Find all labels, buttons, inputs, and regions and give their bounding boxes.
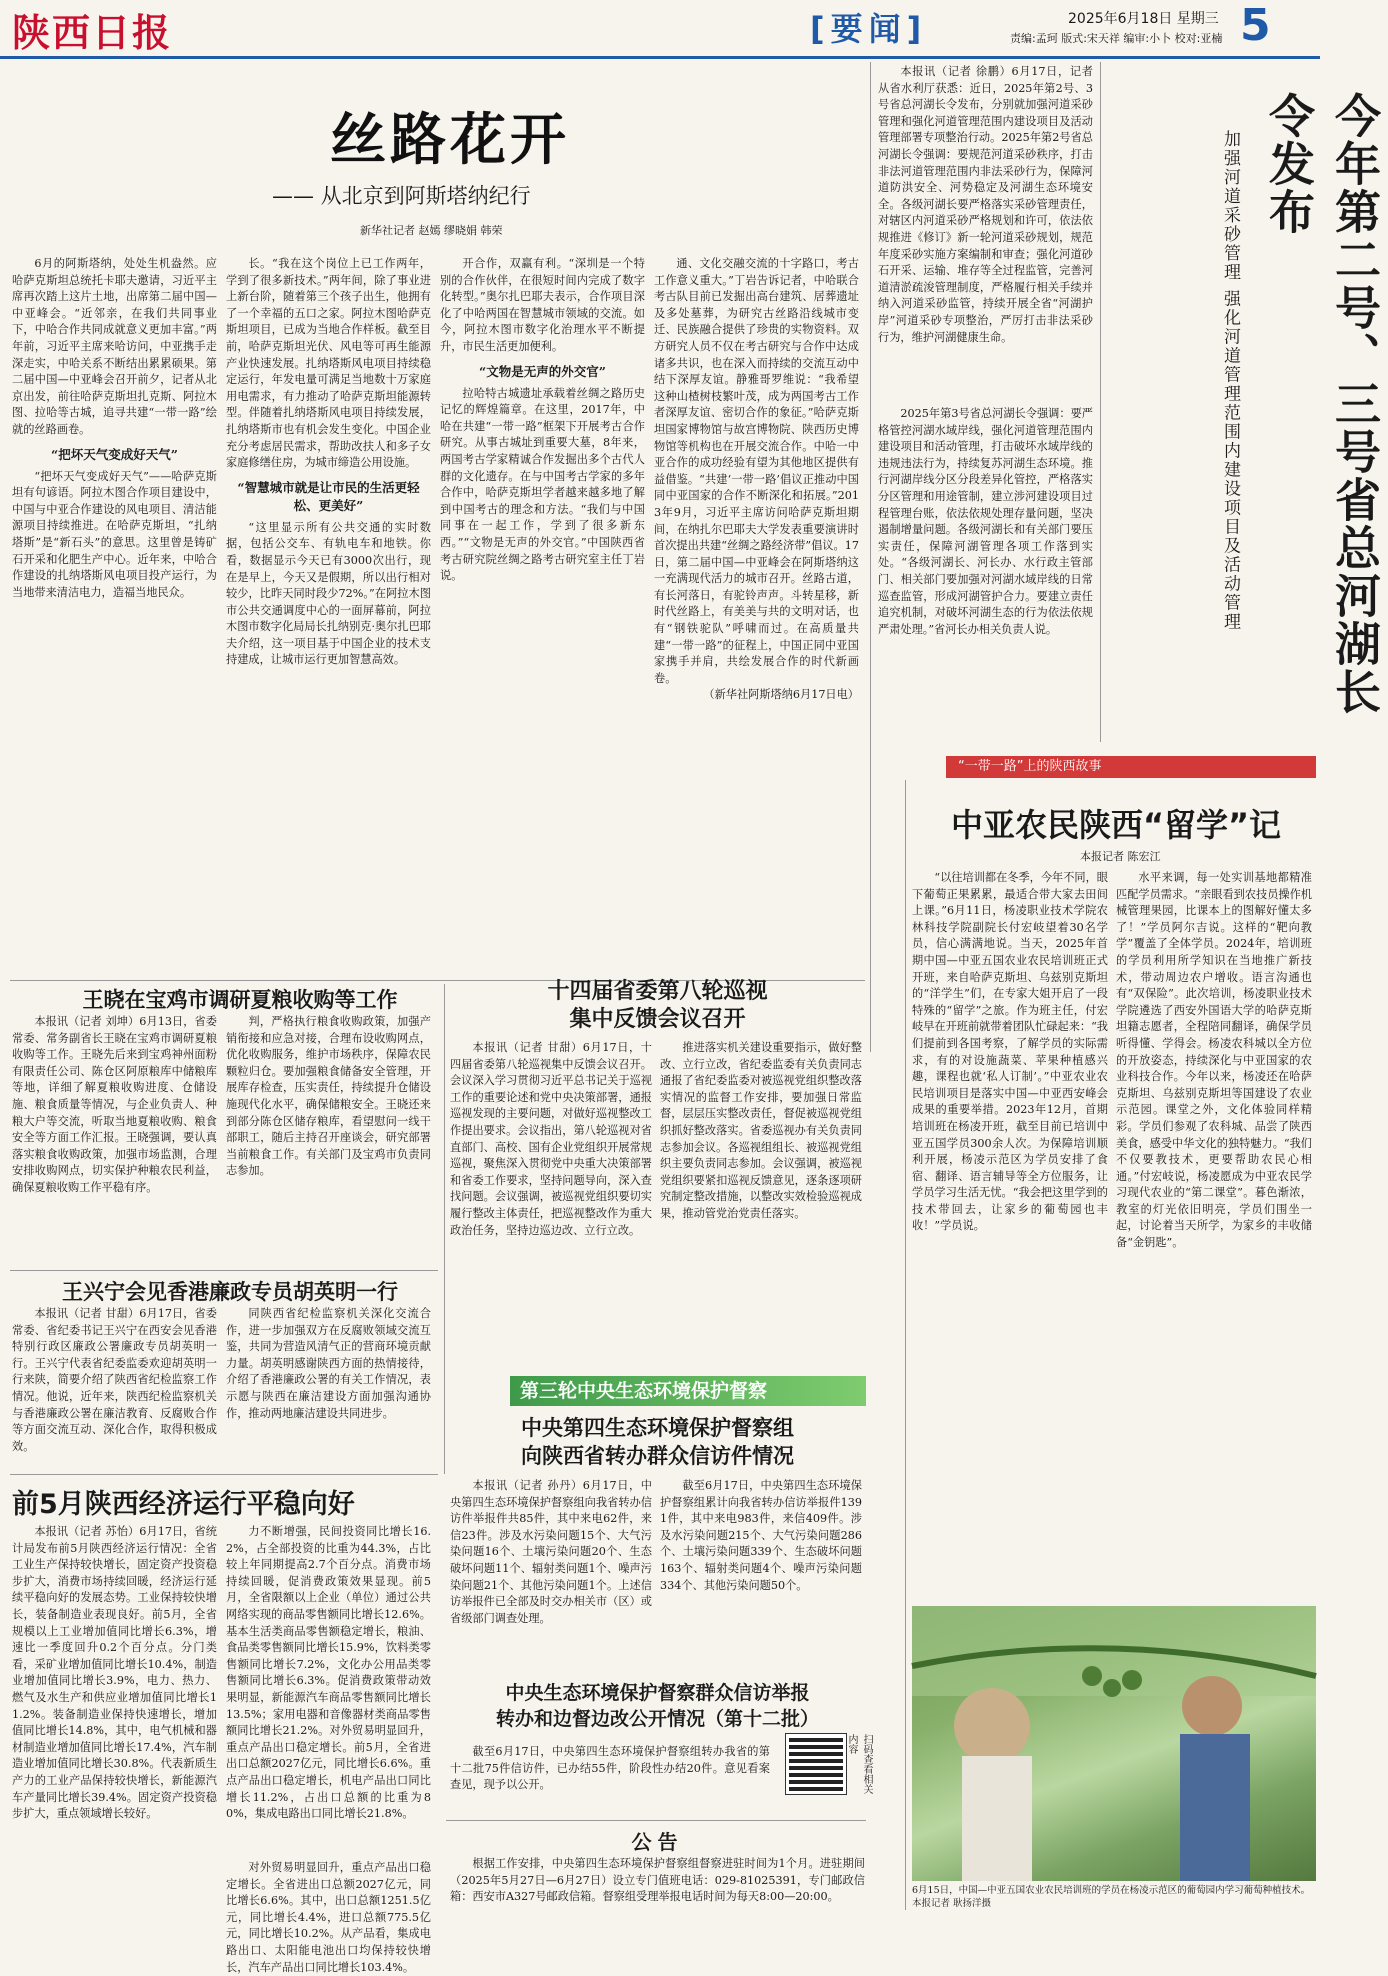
- page-number: 5: [1240, 0, 1271, 51]
- section-divider: [446, 1820, 866, 1821]
- inspection-column-2: [660, 1040, 862, 1340]
- orchard-photo: [912, 1606, 1316, 1881]
- central-asia-text: 水平来调，每一处实训基地都精准匹配学员需求。“亲眼看到农技员操作机械管理果园，比课本上的图解好懂太多了！”学员阿尔吉说。这样的“靶向教学”覆盖了全体学员。2024年，培训班的学员利用所学知识在当地推广新技术，带动周边农户增收。语言沟通也有“双保险”。此次培训，杨凌职业技术学院遴选了西安外国语大学的哈萨克斯坦籍志愿者，全程陪同翻译，确保学员听得懂、学得会。杨凌农科城以全方位的开放姿态，持续深化与中亚国家的农业科技合作。今年以来，杨凌还在哈萨克斯坦、乌兹别克斯坦等国建设了农业示范园。课堂之外，文化体验同样精彩。学员们参观了农科城、品尝了陕西美食，感受中华文化的独特魅力。“我们不仅要教技术，更要帮助农民心相通。”付宏岐说，杨凌愿成为中亚农民学习现代农业的“第二课堂”。暮色渐浓，教室的灯光依旧明亮，学员们围坐一起，讨论着当天所学，为家乡的丰收储备“金钥匙”。: [1116, 871, 1312, 1250]
- central-asia-text: “以往培训都在冬季，今年不同，眼下葡萄正果累累，最适合带大家去田间上课。”6月11日，杨凌职业技术学院农林科技学院副院长付宏岐望着30名学员，信心满满地说。当天，2025年首期中国—中亚五国农业农民培训班正式开班，来自哈萨克斯坦、乌兹别克斯坦的“洋学生”们，在专家大姐开启了一段特殊的“留学”之旅。作为班主任，付宏岐早在开班前就带着团队忙碌起来：“我们提前到各国考察，了解学员的实际需求，有的对设施蔬菜、苹果种植感兴趣，课程也就‘私人订制’。”中亚农业农民培训项目是落实中国—中亚西安峰会成果的重要举措。2023年12月，首期培训班在杨凌开班，截至目前已培训中亚五国学员300余人次。为保障培训顺利开展，杨凌示范区为学员安排了食宿、翻译、语言辅导等全方位服务，让学员学习生活无忧。“我会把这里学到的技术带回去，让家乡的葡萄园也丰收！”学员说。: [912, 871, 1108, 1233]
- section-label: 要闻: [830, 10, 907, 48]
- editor-credits: 责编:孟珂 版式:宋天祥 编审:小卜 校对:亚楠: [1010, 32, 1223, 45]
- lead-column-1: [12, 256, 217, 974]
- ecology-column-2: [660, 1478, 862, 1670]
- lead-text: 拉哈特古城遗址承载着丝绸之路历史记忆的辉煌篇章。在这里，2017年，中哈在共建“一带一路”框架下开展考古合作研究。从事古城址到重要大墓，8年来，两国考古学家精诚合作发掘出多个古代人群的文化遗存。在与中国考古学家的多年合作中，哈萨克斯坦学者越来越多地了解到中国考古的理念和方法。“我们与中国同事在一起工作，学到了很多新东西。”“文物是无声的外交官。”中国陕西省考古研究院丝绸之路考古研究室主任丁岩说。: [440, 386, 645, 583]
- ecology-title-line: 中央第四生态环境保护督察组: [521, 1416, 794, 1440]
- notice-title: 公告: [631, 1830, 684, 1854]
- river-text: 2025年第3号省总河湖长令强调：要严格管控河湖水域岸线，强化河道管理范围内建设项目和活动管理，打击破坏水域岸线的违规违法行为，持续复苏河湖生态环境。推行河湖岸线分区分段差异化管控，严格落实分区管理和用途管制，建立涉河建设项目过程管理台账，依法依规处理存量问题，坚决遏制增量问题。各级河湖长和有关部门要压实责任，保障河湖管理各项工作落到实处。“各级河湖长、河长办、水行政主管部门、相关部门要加强对河湖水域岸线的日常巡查监管，形成河湖管护合力。要建立责任追究机制，对破坏河湖生态的行为依法依规严肃处理。”省河长办相关负责人说。: [878, 407, 1093, 636]
- lead-credit: （新华社阿斯塔纳6月17日电）: [703, 688, 859, 702]
- economy-text: 本报讯（记者 苏怡）6月17日，省统计局发布前5月陕西经济运行情况：全省工业生产保持较快增长，固定资产投资稳步扩大，消费市场持续回暖，经济运行延续平稳向好的发展态势。工业保持较快增长，装备制造业表现良好。前5月，全省规模以上工业增加值同比增长6.3%，增速比一季度回升0.2个百分点。分门类看，采矿业增加值同比增长10.4%，制造业增加值同比增长3.9%，电力、热力、燃气及水生产和供应业增加值同比增长11.2%。装备制造业保持快速增长，增加值同比增长14.8%，其中，电气机械和器材制造业增加值同比增长17.4%，汽车制造业增加值同比增长30.8%。代表新质生产力的工业产品保持较快增长，新能源汽车产量同比增长39.4%。固定资产投资稳步扩大，重点领域增长较好。: [12, 1525, 217, 1821]
- column-divider: [1100, 62, 1101, 742]
- ecology-title-line: 向陕西省转办群众信访件情况: [521, 1444, 794, 1468]
- ecology-text: 截至6月17日，中央第四生态环境保护督察组累计向我省转办信访举报件1391件，其中来电983件，来信409件。涉及水污染问题215个、大气污染问题286个、土壤污染问题339个、生态破坏问题163个、辐射类问题4个、噪声污染问题334个、其他污染问题50个。: [660, 1479, 862, 1592]
- orchard-photo-graphic: [912, 1606, 1316, 1881]
- lead-text: 6月的阿斯塔纳，处处生机盎然。应哈萨克斯坦总统托卡耶夫邀请，习近平主席再次踏上这片土地，出席第二届中国—中亚峰会。“近邻亲，在我们共同事业下，中哈合作共同成就意义更加丰富。”两年前，习近平主席来哈访问，中亚携手走深走实，中哈关系不断结出累累硕果。第二届中国—中亚峰会召开前夕，记者从北京出发，前往哈萨克斯坦扎克斯、阿拉木图、拉哈等古城，追寻共建“一带一路”绘就的丝路画卷。: [12, 257, 217, 436]
- economy-text: 力不断增强，民间投资同比增长16.2%，占全部投资的比重为44.3%，占比较上年同期提高2.7个百分点。消费市场持续回暖，促消费政策效果显现。前5月，全省限额以上企业（单位）通过公共网络实现的商品零售额同比增长12.6%。基本生活类商品零售额稳定增长，粮油、食品类零售额同比增长15.9%，饮料类零售额同比增长7.2%，文化办公用品类零售额同比增长6.3%。促消费政策带动效果明显，新能源汽车商品零售额同比增长13.5%；家用电器和音像器材类商品零售额同比增长21.2%。对外贸易明显回升，重点产品出口稳定增长。前5月，全省进出口总额2027亿元，同比增长6.6%。重点产品出口稳定增长，机电产品出口同比增长11.2%，占出口总额的比重为80%，集成电路出口同比增长21.8%。: [226, 1525, 431, 1821]
- masthead-rule: [0, 56, 1320, 59]
- economy-column-3: [226, 1860, 431, 1974]
- section-divider: [10, 1270, 438, 1271]
- inspection-title-line: 十四届省委第八轮巡视: [547, 979, 768, 1004]
- lead-subhead: “把坏天气变成好天气”: [51, 446, 178, 462]
- lead-column-3: [440, 256, 645, 974]
- lead-column-4: [654, 256, 859, 974]
- economy-title: 前5月陕西经济运行平稳向好: [12, 1489, 355, 1520]
- central-asia-column-1: [912, 870, 1108, 1600]
- masthead: [0, 0, 1320, 58]
- wang-xiao-column-2: [226, 1014, 431, 1268]
- column-divider: [444, 984, 445, 1474]
- lead-text: “这里显示所有公共交通的实时数据，包括公交车、有轨电车和地铁。你看，数据显示今天已有3000次出行，现在是早上，今天又是假期，所以出行相对较少，比昨天同时段少72%。”在阿拉木图市公共交通调度中心的一面屏幕前，阿拉木图市数字化局局长扎纳别克·奥尔扎巴耶夫介绍，这一项目基于中国企业的技术支持建成，让城市运行更加智慧高效。: [226, 520, 431, 667]
- wang-xiao-title: 王晓在宝鸡市调研夏粮收购等工作: [82, 988, 398, 1012]
- section-tag: [要闻]: [810, 10, 928, 48]
- lead-text: “把坏天气变成好天气”——哈萨克斯坦有句谚语。阿拉木图合作项目建设中，中国与中亚合作建设的风电项目、清洁能源项目持续推进。在哈萨克斯坦，“扎纳塔斯”是“新石头”的意思。这里曾是铸矿石开采和化肥生产中心。近年来，中哈合作建设的扎纳塔斯风电项目投产运行，为当地带来清洁电力，造福当地民众。: [12, 469, 217, 599]
- section-divider: [10, 1474, 438, 1475]
- lead-byline: 新华社记者 赵嫣 缪晓娟 韩荣: [360, 224, 503, 237]
- inspection-text: 本报讯（记者 甘甜）6月17日，十四届省委第八轮巡视集中反馈会议召开。会议深入学习贯彻习近平总书记关于巡视工作的重要论述和党中央决策部署，通报巡视发现的主要问题，对做好巡视整改工作提出要求。会议指出，第八轮巡视对省直部门、高校、国有企业党组织开展常规巡视，聚焦深入贯彻党中央重大决策部署和省委工作要求，坚持问题导向，深入查找问题。会议强调，被巡视党组织要切实履行整改主体责任，把巡视整改作为重大政治任务，坚持边巡边改、立行立改。: [450, 1041, 652, 1237]
- column-divider: [905, 780, 906, 1910]
- newspaper-logo: 陕西日报: [12, 10, 173, 55]
- ecology-column-3: [450, 1744, 770, 1814]
- river-vertical-subtitle: 加强河道采砂管理 强化河道管理范围内建设项目及活动管理: [1220, 130, 1240, 632]
- ecology-title-2-line: 中央生态环境保护督察群众信访举报: [505, 1682, 810, 1704]
- banner-label: “一带一路”上的陕西故事: [958, 759, 1102, 774]
- river-text: 本报讯（记者 徐鹏）6月17日，记者从省水利厅获悉：近日，2025年第2号、3号省总河湖长令发布，分别就加强河道采砂管理和强化河道管理范围内建设项目及活动管理部署专项整治行动。2025年第2号省总河湖长令强调：要规范河道采砂秩序，打击非法河道管理范围内非法采砂行为，保障河道防洪安全、河势稳定及河湖生态环境安全。各级河湖长要严格落实采砂管理责任，对辖区内河道采砂严格规划和许可，依法依规推进《修订》新一轮河道采砂规划，规范年度采砂实施方案编制和审查；强化河道砂石开采、运输、堆存等全过程监管，完善河道清淤疏浚管理制度，严格履行相关手续并纳入河道采砂监管，持续开展全省“河湖护岸”河道采砂专项整治，严厉打击非法采砂行为，维护河湖健康生命。: [878, 65, 1093, 344]
- inspection-column-1: [450, 1040, 652, 1340]
- story-series-banner: [946, 756, 1316, 778]
- inspection-title-line: 集中反馈会议召开: [569, 1007, 746, 1032]
- wang-xingning-text: 同陕西省纪检监察机关深化交流合作，进一步加强双方在反腐败领域交流互鉴，共同为营造风清气正的营商环境贡献力量。胡英明感谢陕西方面的热情接待，介绍了香港廉政公署的有关工作情况，表示愿与陕西在廉洁建设方面加强沟通协作，推动两地廉洁建设共同进步。: [226, 1307, 431, 1420]
- ecology-title-2: [450, 1680, 865, 1732]
- river-vertical-title: 今年第二号、三号省总河湖长令发布: [1262, 92, 1382, 716]
- central-asia-title: 中亚农民陕西“留学”记: [950, 806, 1282, 844]
- ecology-banner: 第三轮中央生态环境保护督察: [510, 1376, 866, 1406]
- lead-title: 丝路花开: [330, 108, 570, 173]
- lead-column-2: [226, 256, 431, 974]
- economy-column-1: [12, 1524, 217, 1914]
- lead-text: 通、文化交融交流的十字路口，考古工作意义重大。”丁岩告诉记者，中哈联合考古队目前已发掘出高台建筑、居葬遗址及多处墓葬，为研究古丝路沿线城市变迁、民族融合提供了珍贵的实物资料。双方研究人员不仅在考古研究与合作中达成诸多共识，也在深入而持续的交流互动中结下深厚友谊。静雅哥罗维说：“我希望这种山楂树枝繁叶茂，成为两国考古工作者深厚友谊、密切合作的象征。”哈萨克斯坦国家博物馆与故宫博物院、陕西历史博物馆等机构也在开展交流合作。中哈一中亚合作的成功经验有望为其他地区提供有益借鉴。“共建‘一带一路’倡议正推动中国同中亚国家的合作不断深化和拓展。”2013年9月，习近平主席访问哈萨克斯坦期间，在纳扎尔巴耶夫大学发表重要演讲时首次提出共建“丝绸之路经济带”倡议。17日，第二届中国—中亚峰会在阿斯塔纳这一充满现代活力的城市召开。丝路古道，有长河落日，有驼铃声声。斗转星移，新时代丝路上，有美美与共的文明对话，也有“钢铁驼队”呼啸而过。在高质量共建“一带一路”的征程上，中国正同中亚国家携手并肩，共绘发展合作的时代新画卷。: [654, 257, 859, 685]
- ecology-column-1: [450, 1478, 652, 1670]
- notice-body: [450, 1856, 865, 1916]
- notice-text: 根据工作安排，中央第四生态环境保护督察组督察进驻时间为1个月。进驻期间（2025年5月27日—6月27日）设立专门值班电话：029-81025391，专门邮政信箱：西安市A327号邮政信箱。督察组受理举报电话时间为每天8:00—20:00。: [450, 1857, 865, 1904]
- lead-text: 长。“我在这个岗位上已工作两年，学到了很多新技术。”两年间，除了事业进上新台阶，随着第三个孩子出生，他拥有了一个幸福的五口之家。阿拉木图哈萨克斯坦项目，已成为当地合作样板。截至目前，哈萨克斯坦光伏、风电等可再生能源产业快速发展。扎纳塔斯风电项目持续稳定运行，年发电量可满足当地数十万家庭用电需求，有力推动了哈萨克斯坦能源转型。伴随着扎纳塔斯风电项目持续发展，扎纳塔斯市也有机会发生变化。中国企业充分考虑居民需求，帮助改扶人和多子女家庭修缮住房，为城市缔造公用设施。: [226, 257, 431, 470]
- qr-code[interactable]: [786, 1734, 846, 1794]
- ecology-text: 本报讯（记者 孙丹）6月17日，中央第四生态环境保护督察组向我省转办信访件举报件共85件，其中来电62件，来信23件。涉及水污染问题15个、大气污染问题16个、土壤污染问题20个、生态破坏问题11个、辐射类问题1个、噪声污染问题21个、其他污染问题1个。上述信访举报件已全部及时交办相关市（区）或省级部门调查处理。: [450, 1479, 652, 1625]
- ecology-title: [450, 1414, 865, 1470]
- wang-xingning-text: 本报讯（记者 甘甜）6月17日，省委常委、省纪委书记王兴宁在西安会见香港特别行政区廉政公署廉政专员胡英明一行。王兴宁代表省纪委监委欢迎胡英明一行来陕，简要介绍了陕西省纪检监察工作情况。他说，近年来，陕西纪检监察机关与香港廉政公署在廉洁教育、反腐败合作等方面交流互动、深化合作，取得积极成效。: [12, 1307, 217, 1453]
- wang-xingning-title: 王兴宁会见香港廉政专员胡英明一行: [62, 1280, 398, 1304]
- inspection-title: [450, 978, 865, 1034]
- column-divider: [870, 62, 871, 1052]
- inspection-text: 推进落实机关建设重要指示，做好整改、立行立改，省纪委监委有关负责同志通报了省纪委监委对被巡视党组织整改落实情况的监督工作安排，要加强日常监督，层层压实整改责任，督促被巡视党组织抓好整改落实。省委巡视办有关负责同志参加会议。各巡视组组长、被巡视党组织主要负责同志参加。会议强调，被巡视党组织要紧扣巡视反馈意见，逐条逐项研究制定整改措施，以整改实效检验巡视成果，推动管党治党责任落实。: [660, 1041, 862, 1220]
- lead-subhead: “文物是无声的外交官”: [479, 363, 606, 379]
- wang-xiao-column-1: [12, 1014, 217, 1268]
- wang-xiao-text: 判，严格执行粮食收购政策，加强产销衔接和应急对接，合理布设收购网点，优化收购服务，维护市场秩序，保障农民颗粒归仓。要加强粮食储备安全管理，开展库存检查，压实责任，持续提升仓储设施现代化水平，确保储粮安全。王晓还来到部分陈仓区储存粮库，看望慰问一线干部职工，随后主持召开座谈会，研究部署当前粮食工作。有关部门及宝鸡市负责同志参加。: [226, 1015, 431, 1178]
- lead-subtitle: —— 从北京到阿斯塔纳纪行: [272, 184, 531, 208]
- wang-xiao-text: 本报讯（记者 刘坤）6月13日，省委常委、常务副省长王晓在宝鸡市调研夏粮收购等工作。王晓先后来到宝鸡神州面粉有限责任公司、陈仓区阿原粮库中储粮库等地，详细了解夏粮收购进度、仓储设施、粮食质量等情况，与企业负责人、种粮大户等交流，听取当地夏粮收购、粮食安全等方面工作汇报。王晓强调，要认真落实粮食收购政策，加强市场监测，合理安排收购网点，切实保护种粮农民利益，确保夏粮收购工作平稳有序。: [12, 1015, 217, 1194]
- lead-text: 开合作，双赢有利。“深圳是一个特别的合作伙伴，在很短时间内完成了数字化转型。”奥尔扎巴耶夫表示，合作项目深化了中哈两国在智慧城市领域的交流。如今，阿拉木图市数字化治理水平不断提升，市民生活更加便利。: [440, 257, 645, 353]
- ecology-title-2-line: 转办和边督边改公开情况（第十二批）: [495, 1708, 819, 1730]
- economy-column-2: [226, 1524, 431, 1914]
- photo-caption: 6月15日，中国—中亚五国农业农民培训班的学员在杨凌示范区的葡萄园内学习葡萄种植技术。本报记者 耿扬洋摄: [912, 1885, 1311, 1909]
- river-column-2: [878, 406, 1093, 736]
- central-asia-column-2: [1116, 870, 1312, 1600]
- lead-subhead: “智慧城市就是让市民的生活更轻松、更美好”: [237, 479, 420, 513]
- ecology-text: 截至6月17日，中央第四生态环境保护督察组转办我省的第十二批75件信访件，已办结55件，阶段性办结20件。意见看案查见，现予以公开。: [450, 1745, 770, 1792]
- qr-label: 扫码查看相关内容: [846, 1734, 872, 1794]
- central-asia-byline: 本报记者 陈宏江: [1080, 850, 1161, 863]
- economy-text: 对外贸易明显回升，重点产品出口稳定增长。全省进出口总额2027亿元，同比增长6.6%。其中，出口总额1251.5亿元，同比增长4.4%，进口总额775.5亿元，同比增长10.2%。从产品看，集成电路出口、太阳能电池出口均保持较快增长，汽车产品出口同比增长103.4%。: [226, 1861, 431, 1974]
- wang-xingning-column-1: [12, 1306, 217, 1472]
- issue-date: 2025年6月18日 星期三: [1068, 11, 1219, 27]
- wang-xingning-column-2: [226, 1306, 431, 1472]
